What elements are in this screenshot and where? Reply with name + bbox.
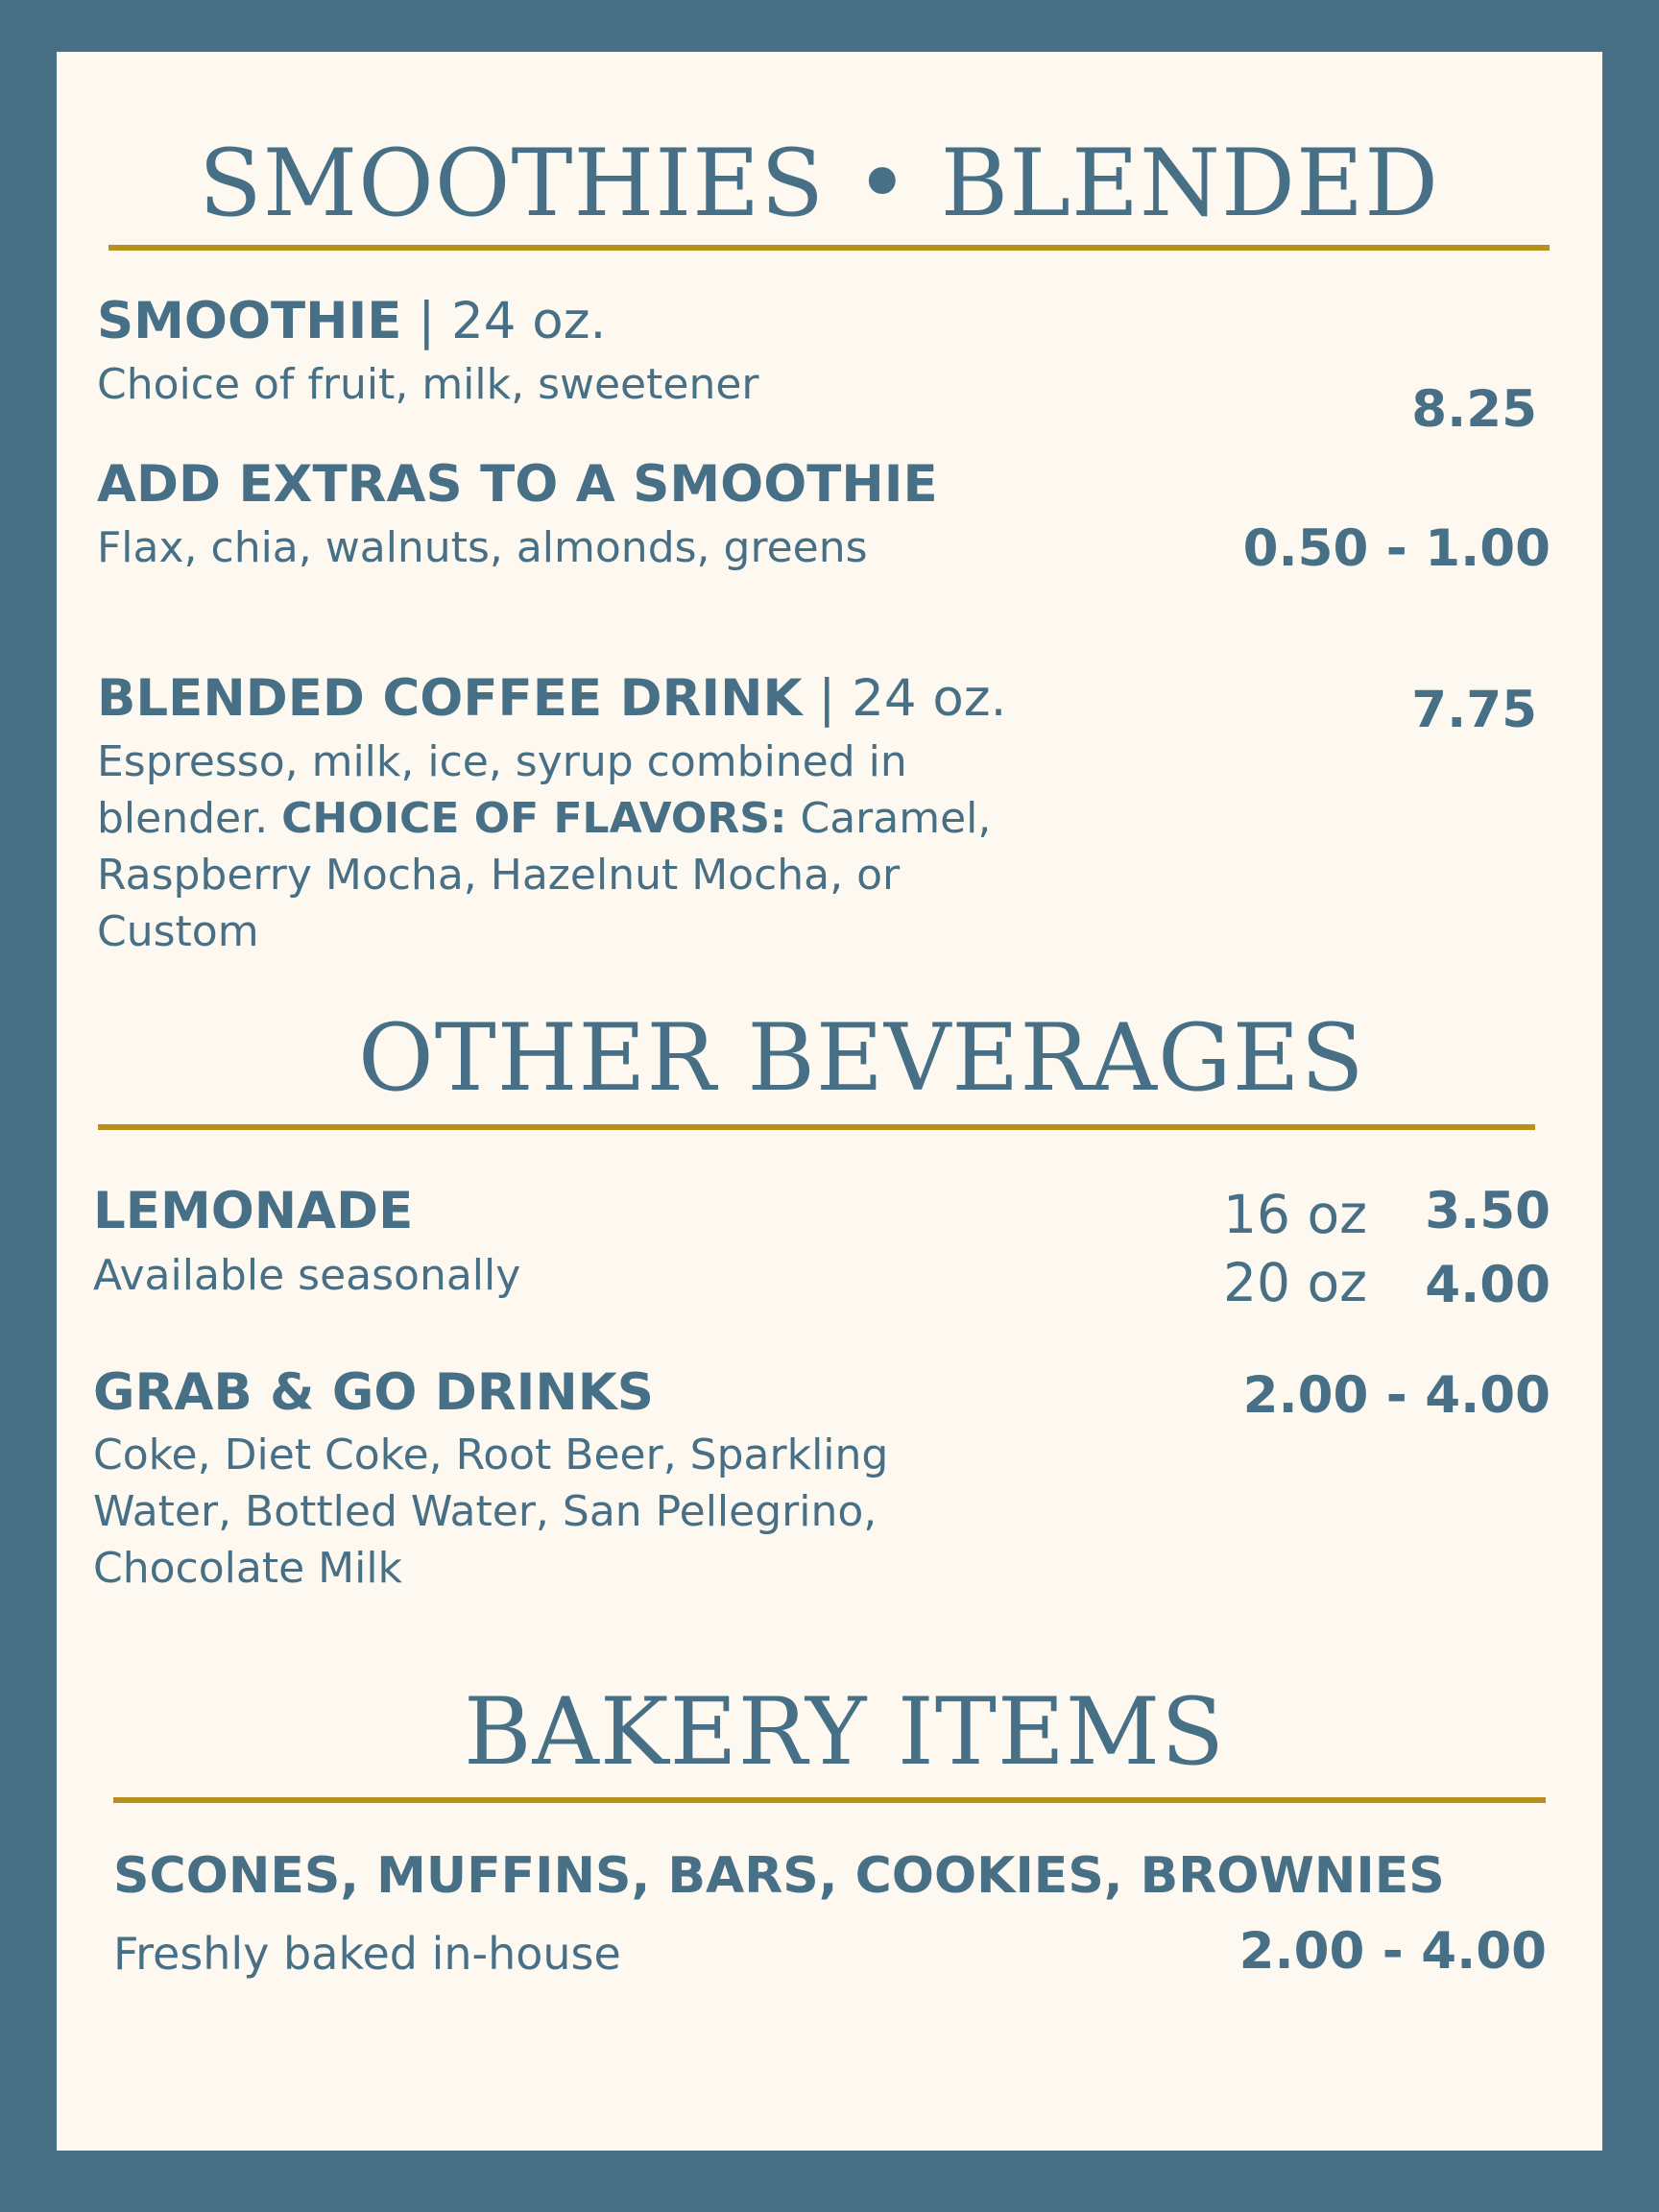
- item-name: GRAB & GO DRINKS: [93, 1363, 654, 1422]
- section-divider: [113, 1797, 1546, 1803]
- item-name: BLENDED COFFEE DRINK | 24 oz.: [97, 669, 1007, 728]
- size-option-price: 4.00: [1425, 1256, 1551, 1314]
- section-heading-smoothies: SMOOTHIES • BLENDED: [199, 130, 1440, 237]
- item-description: Choice of fruit, milk, sweetener: [97, 360, 759, 409]
- item-description: Freshly baked in-house: [113, 1928, 621, 1980]
- item-description: Available seasonally: [93, 1251, 521, 1300]
- size-option-label: 20 oz: [1223, 1252, 1367, 1313]
- item-size: | 24 oz.: [802, 669, 1007, 728]
- flavors-label: CHOICE OF FLAVORS:: [281, 794, 787, 843]
- item-description: Coke, Diet Coke, Root Beer, Sparkling Water, Bottled Water, San Pellegrino, Chocolate Milk: [93, 1431, 889, 1593]
- item-price: 2.00 - 4.00: [1242, 1366, 1551, 1425]
- size-option-label: 16 oz: [1223, 1184, 1367, 1245]
- item-price: 2.00 - 4.00: [1238, 1922, 1547, 1981]
- item-size: | 24 oz.: [401, 292, 607, 350]
- menu-card: [57, 52, 1602, 2151]
- section-divider: [98, 1124, 1535, 1130]
- item-name: LEMONADE: [93, 1182, 414, 1240]
- item-description: Flax, chia, walnuts, almonds, greens: [97, 523, 868, 572]
- section-heading-other-beverages: OTHER BEVERAGES: [358, 1004, 1365, 1112]
- item-description: Espresso, milk, ice, syrup combined in blender. CHOICE OF FLAVORS: Caramel, Raspberry Mocha, Hazelnut Mocha, or Custom: [97, 737, 992, 956]
- item-price: 8.25: [1411, 380, 1537, 439]
- section-divider: [108, 245, 1550, 251]
- size-option-price: 3.50: [1425, 1182, 1551, 1240]
- item-name: SCONES, MUFFINS, BARS, COOKIES, BROWNIES: [113, 1847, 1445, 1905]
- section-heading-bakery: BAKERY ITEMS: [464, 1678, 1225, 1786]
- item-name: ADD EXTRAS TO A SMOOTHIE: [97, 455, 938, 514]
- item-price: 0.50 - 1.00: [1242, 519, 1551, 578]
- item-price: 7.75: [1411, 681, 1537, 739]
- item-name: SMOOTHIE | 24 oz.: [97, 292, 607, 350]
